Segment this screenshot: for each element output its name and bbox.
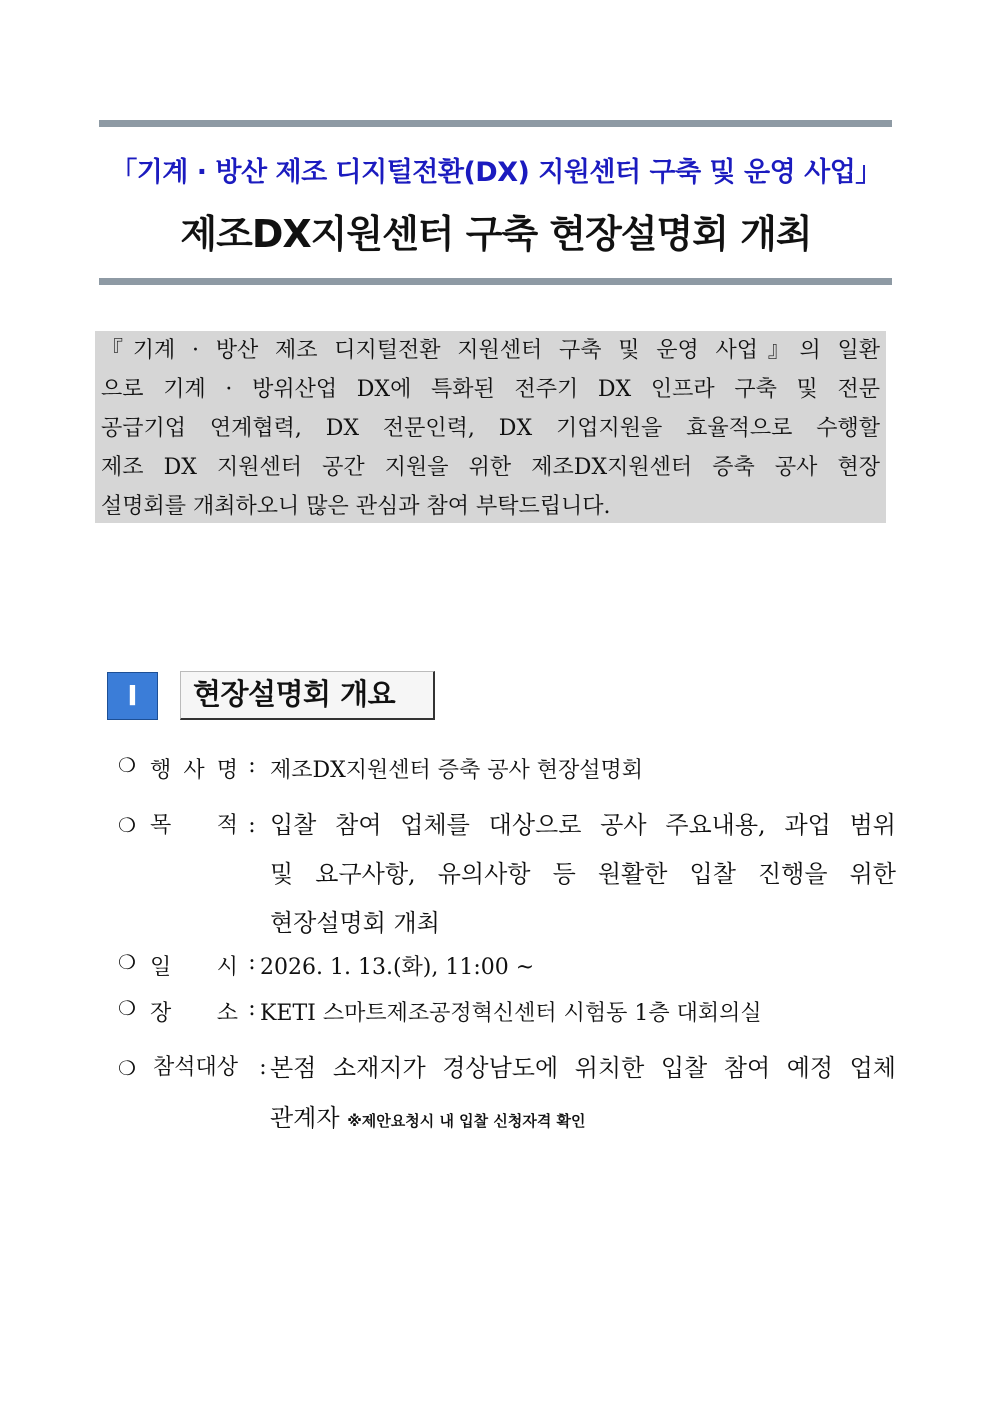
detail-label (150, 753, 266, 784)
bullet-circle: ❍ (118, 950, 136, 974)
page-title: 제조DX지원센터 구축 현장설명회 개최 (180, 212, 812, 256)
attendee-label: 참석대상 (153, 1055, 239, 1080)
section-title: 현장설명회 개요 (180, 671, 435, 720)
detail-value (260, 996, 886, 1027)
attendee-line: 관계자 (270, 1104, 340, 1132)
detail-value (270, 1043, 896, 1146)
bullet-circle: ❍ (118, 753, 136, 777)
label-char: 일 (150, 955, 172, 980)
bullet-circle: ❍ (118, 1056, 136, 1080)
eligibility-note: ※제안요청시 내 입찰 신청자격 확인 (347, 1112, 586, 1130)
label-char: 적 (216, 813, 238, 838)
colon: : (248, 996, 256, 1021)
date-value: 2026. 1. 13.(화), 11:00 ~ (260, 955, 535, 980)
attendee-line: 본점 소재지가 경상남도에 위치한 입찰 참여 예정 업체 (270, 1054, 896, 1082)
event-name-value: 제조DX지원센터 증축 공사 현장설명회 (270, 758, 644, 783)
detail-label (150, 996, 266, 1027)
top-rule (99, 120, 892, 127)
summary-line: 으로 기계 · 방위산업 DX에 특화된 전주기 DX 인프라 구축 및 전문 (101, 377, 880, 402)
bottom-rule (99, 278, 892, 285)
colon: : (248, 950, 256, 975)
section-number-badge: Ⅰ (107, 672, 158, 720)
summary-line: 제조 DX 지원센터 공간 지원을 위한 제조DX지원센터 증축 공사 현장 (101, 455, 880, 480)
colon: : (259, 1055, 267, 1080)
bullet-circle: ❍ (118, 996, 136, 1020)
colon: : (248, 813, 256, 838)
detail-label (153, 1043, 277, 1093)
detail-value (260, 950, 886, 981)
label-char: 사 (183, 758, 205, 783)
colon: : (248, 753, 256, 778)
label-char: 목 (150, 813, 172, 838)
label-char: 소 (216, 1001, 238, 1026)
bullet-circle: ❍ (118, 813, 136, 837)
label-char: 장 (150, 1001, 172, 1026)
detail-value (270, 753, 896, 784)
summary-box (95, 331, 886, 523)
summary-line: 『기계 · 방산 제조 디지털전환 지원센터 구축 및 운영 사업』의 일환 (101, 338, 880, 363)
detail-label (150, 801, 266, 850)
label-char: 시 (216, 955, 238, 980)
label-char: 명 (216, 758, 238, 783)
attendee-line-2 (270, 1093, 896, 1146)
purpose-line: 및 요구사항, 유의사항 등 원활한 입찰 진행을 위한 (270, 860, 896, 888)
project-subtitle: 「기계 · 방산 제조 디지털전환(DX) 지원센터 구축 및 운영 사업」 (110, 157, 882, 188)
detail-value (270, 801, 896, 948)
label-char: 행 (150, 758, 172, 783)
summary-line: 공급기업 연계협력, DX 전문인력, DX 기업지원을 효율적으로 수행할 (101, 416, 880, 441)
detail-label (150, 950, 266, 981)
place-value: KETI 스마트제조공정혁신센터 시험동 1층 대회의실 (260, 1001, 762, 1026)
purpose-line: 현장설명회 개최 (270, 909, 440, 937)
purpose-line: 입찰 참여 업체를 대상으로 공사 주요내용, 과업 범위 (270, 811, 896, 839)
summary-line: 설명회를 개최하오니 많은 관심과 참여 부탁드립니다. (101, 494, 611, 519)
